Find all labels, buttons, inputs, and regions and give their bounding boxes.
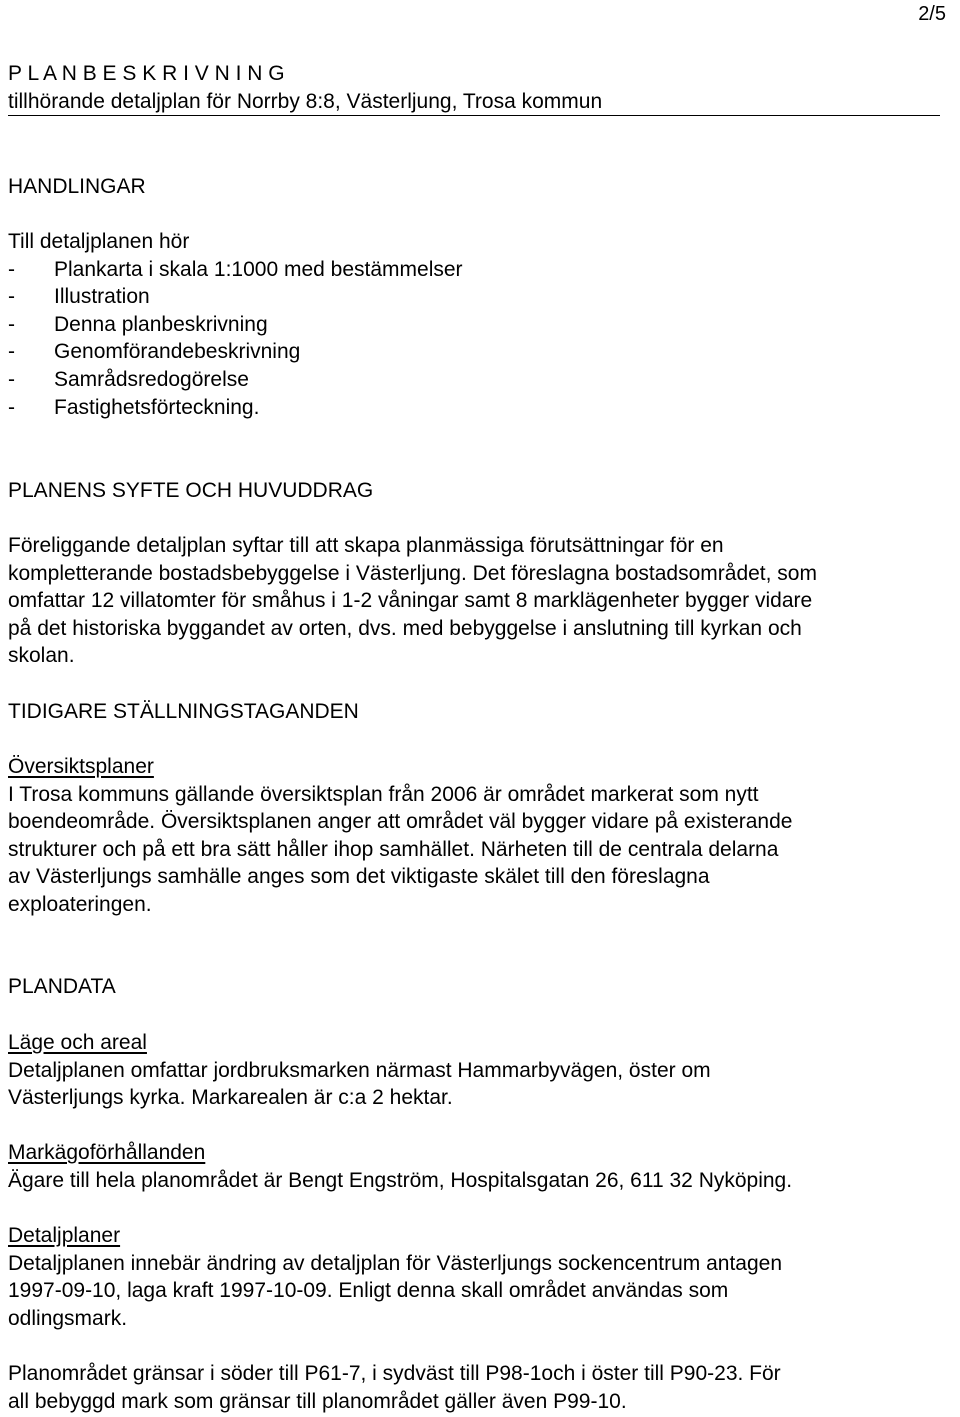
header-divider [8,115,940,116]
section-heading: PLANENS SYFTE OCH HUVUDDRAG [8,479,374,502]
subheading-markagare: Markägoförhållanden [8,1141,206,1164]
paragraph-line: på det historiska byggandet av orten, dvs. med bebyggelse i anslutning till kyrkan och [8,616,802,640]
paragraph-line: exploateringen. [8,892,152,916]
list-item-text: Denna planbeskrivning [54,312,268,336]
syfte-paragraph [8,532,923,670]
list-item: - Samrådsredogörelse [8,367,249,391]
detaljplaner-extra [8,1360,923,1415]
handlingar-content [8,228,923,421]
paragraph-line: Detaljplanen innebär ändring av detaljplan för Västerljungs sockencentrum antagen [8,1251,782,1275]
paragraph-line: all bebyggd mark som gränsar till planområdet gäller även P99-10. [8,1389,627,1413]
list-item: - Plankarta i skala 1:1000 med bestämmelser [8,257,463,281]
paragraph-line: strukturer och på ett bra sätt håller ihop samhället. Närheten till de centrala delarna [8,837,779,861]
list-item-text: Plankarta i skala 1:1000 med bestämmelser [54,257,463,281]
page-number: 2/5 [918,3,946,25]
paragraph-line: av Västerljungs samhälle anges som det viktigaste skälet till den föreslagna [8,865,710,889]
lage-content [8,1029,923,1112]
paragraph-line: kompletterande bostadsbebyggelse i Västerljung. Det föreslagna bostadsområdet, som [8,561,817,585]
section-plandata [8,973,923,1001]
section-tidigare [8,698,923,726]
paragraph-line: Föreliggande detaljplan syftar till att skapa planmässiga förutsättningar för en [8,534,724,557]
list-item-text: Genomförandebeskrivning [54,340,301,364]
handlingar-intro: Till detaljplanen hör [8,230,190,253]
list-item: - Genomförandebeskrivning [8,340,301,364]
document-header [8,60,953,116]
paragraph-line: Planområdet gränsar i söder till P61-7, i sydväst till P98-1och i öster till P90-23. För [8,1362,781,1385]
list-item-text: Samrådsredogörelse [54,367,249,391]
paragraph-line: skolan. [8,644,75,668]
paragraph-line: Detaljplanen omfattar jordbruksmarken närmast Hammarbyvägen, öster om [8,1058,711,1082]
paragraph-line: 1997-09-10, laga kraft 1997-10-09. Enligt denna skall området användas som [8,1279,729,1303]
document-subtitle: tillhörande detaljplan för Norrby 8:8, Västerljung, Trosa kommun [8,90,603,113]
markagare-content [8,1139,923,1194]
subheading-oversiktsplaner: Översiktsplaner [8,755,154,778]
section-handlingar [8,173,923,201]
list-item: - Fastighetsförteckning. [8,395,260,419]
list-item: - Illustration [8,285,150,309]
paragraph-line: Västerljungs kyrka. Markarealen är c:a 2 hektar. [8,1086,453,1110]
paragraph-line: odlingsmark. [8,1306,128,1330]
subheading-detaljplaner: Detaljplaner [8,1224,121,1247]
handlingar-list [8,256,923,422]
paragraph-line: omfattar 12 villatomter för småhus i 1-2 våningar samt 8 marklägenheter bygger vidare [8,589,813,613]
section-syfte [8,477,923,505]
section-heading: TIDIGARE STÄLLNINGSTAGANDEN [8,700,359,723]
document-title: P L A N B E S K R I V N I N G [8,62,285,85]
tidigare-content [8,753,923,919]
detaljplaner-content [8,1222,923,1332]
paragraph-line: boendeområde. Översiktsplanen anger att området väl bygger vidare på existerande [8,810,793,834]
paragraph-line: I Trosa kommuns gällande översiktsplan från 2006 är området markerat som nytt [8,782,759,806]
section-heading: PLANDATA [8,975,116,998]
list-item-text: Fastighetsförteckning. [54,395,260,419]
section-heading: HANDLINGAR [8,175,146,198]
list-item-text: Illustration [54,285,150,309]
paragraph-line: Ägare till hela planområdet är Bengt Engström, Hospitalsgatan 26, 611 32 Nyköping. [8,1168,793,1192]
subheading-lage: Läge och areal [8,1031,147,1054]
list-item: - Denna planbeskrivning [8,312,268,336]
